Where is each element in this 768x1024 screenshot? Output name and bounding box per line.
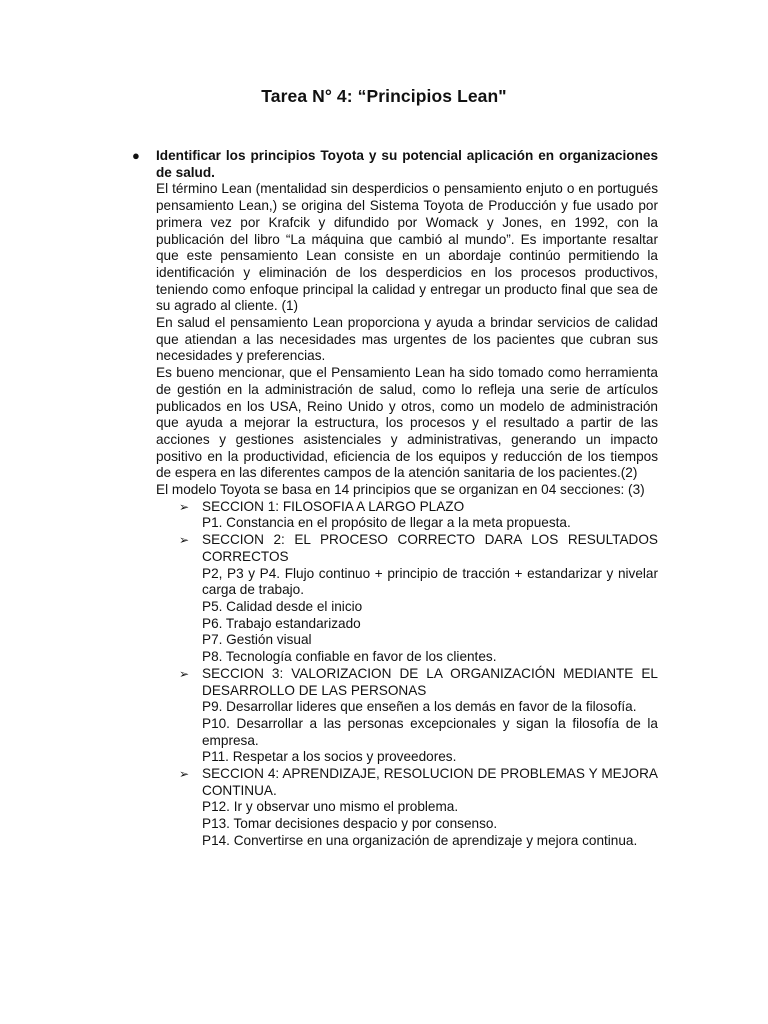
section-title: SECCION 2: EL PROCESO CORRECTO DARA LOS RESULTADOS CORRECTOS	[202, 532, 658, 564]
section-title: SECCION 4: APRENDIZAJE, RESOLUCION DE PROBLEMAS Y MEJORA CONTINUA.	[202, 766, 658, 798]
section-title: SECCION 1: FILOSOFIA A LARGO PLAZO	[202, 498, 465, 514]
principle-line: P8. Tecnología confiable en favor de los clientes.	[202, 649, 497, 665]
arrow-bullet-icon: ➢	[179, 767, 190, 782]
principle-line: P5. Calidad desde el inicio	[202, 598, 363, 614]
paragraph: Es bueno mencionar, que el Pensamiento Lean ha sido tomado como herramienta de gestión en la administración de salud, como lo refleja una serie de artículos publicados en los USA, Reino Unido y otros, como un modelo de administración que ayuda a mejorar la estructura, los procesos y el resultado a partir de las acciones y gestiones asistenciales y administrativas, generando un impacto positivo en la productividad, eficiencia de los equipos y reducción de los tiempos de espera en las diferentes campos de la atención sanitaria de los pacientes.(2)	[156, 365, 658, 481]
principle-line: P12. Ir y observar uno mismo el problema.	[202, 799, 459, 815]
principle-line: P6. Trabajo estandarizado	[202, 615, 361, 631]
bullet-heading: Identificar los principios Toyota y su potencial aplicación en organizaciones de salud.	[156, 148, 658, 180]
arrow-bullet-icon: ➢	[179, 499, 190, 514]
document-title: Tarea N° 4: “Principios Lean"	[261, 86, 507, 106]
principle-line: P1. Constancia en el propósito de llegar a la meta propuesta.	[202, 515, 571, 531]
section-3	[156, 666, 658, 766]
paragraph: El modelo Toyota se basa en 14 principios que se organizan en 04 secciones: (3)	[156, 482, 645, 498]
section-1	[156, 499, 658, 532]
document-body	[132, 148, 658, 850]
principle-line: P2, P3 y P4. Flujo continuo + principio de tracción + estandarizar y nivelar carga de trabajo.	[202, 565, 658, 598]
section-2	[156, 532, 658, 666]
arrow-bullet-icon: ➢	[179, 533, 190, 548]
section-4	[156, 766, 658, 850]
principle-line: P7. Gestión visual	[202, 632, 312, 648]
section-title: SECCION 3: VALORIZACION DE LA ORGANIZACIÓN MEDIANTE EL DESARROLLO DE LAS PERSONAS	[202, 665, 658, 698]
principle-line: P9. Desarrollar lideres que enseñen a los demás en favor de la filosofía.	[202, 699, 637, 715]
sections-list	[156, 499, 658, 850]
bullet-icon: ●	[132, 148, 140, 163]
principle-line: P11. Respetar a los socios y proveedores.	[202, 749, 457, 765]
paragraph: En salud el pensamiento Lean proporciona y ayuda a brindar servicios de calidad que atiendan a las necesidades mas urgentes de los pacientes que cubran sus necesidades y preferencias.	[156, 315, 658, 364]
principle-line: P10. Desarrollar a las personas excepcionales y sigan la filosofía de la empresa.	[202, 715, 658, 748]
principle-line: P14. Convertirse en una organización de aprendizaje y mejora continua.	[202, 832, 638, 848]
principle-line: P13. Tomar decisiones despacio y por consenso.	[202, 816, 498, 832]
paragraph: El término Lean (mentalidad sin desperdicios o pensamiento enjuto o en portugués pensamiento Lean,) se origina del Sistema Toyota de Producción y fue usado por primera vez por Krafcik y difundido por Womack y Jones, en 1992, con la publicación del libro “La máquina que cambió al mundo”. Es importante resaltar que este pensamiento Lean consiste en un abordaje continúo permitiendo la identificación y eliminación de los desperdicios en los procesos productivos, teniendo como enfoque principal la calidad y entregar un producto final que sea de su agrado al cliente. (1)	[156, 181, 658, 314]
arrow-bullet-icon: ➢	[179, 666, 190, 681]
